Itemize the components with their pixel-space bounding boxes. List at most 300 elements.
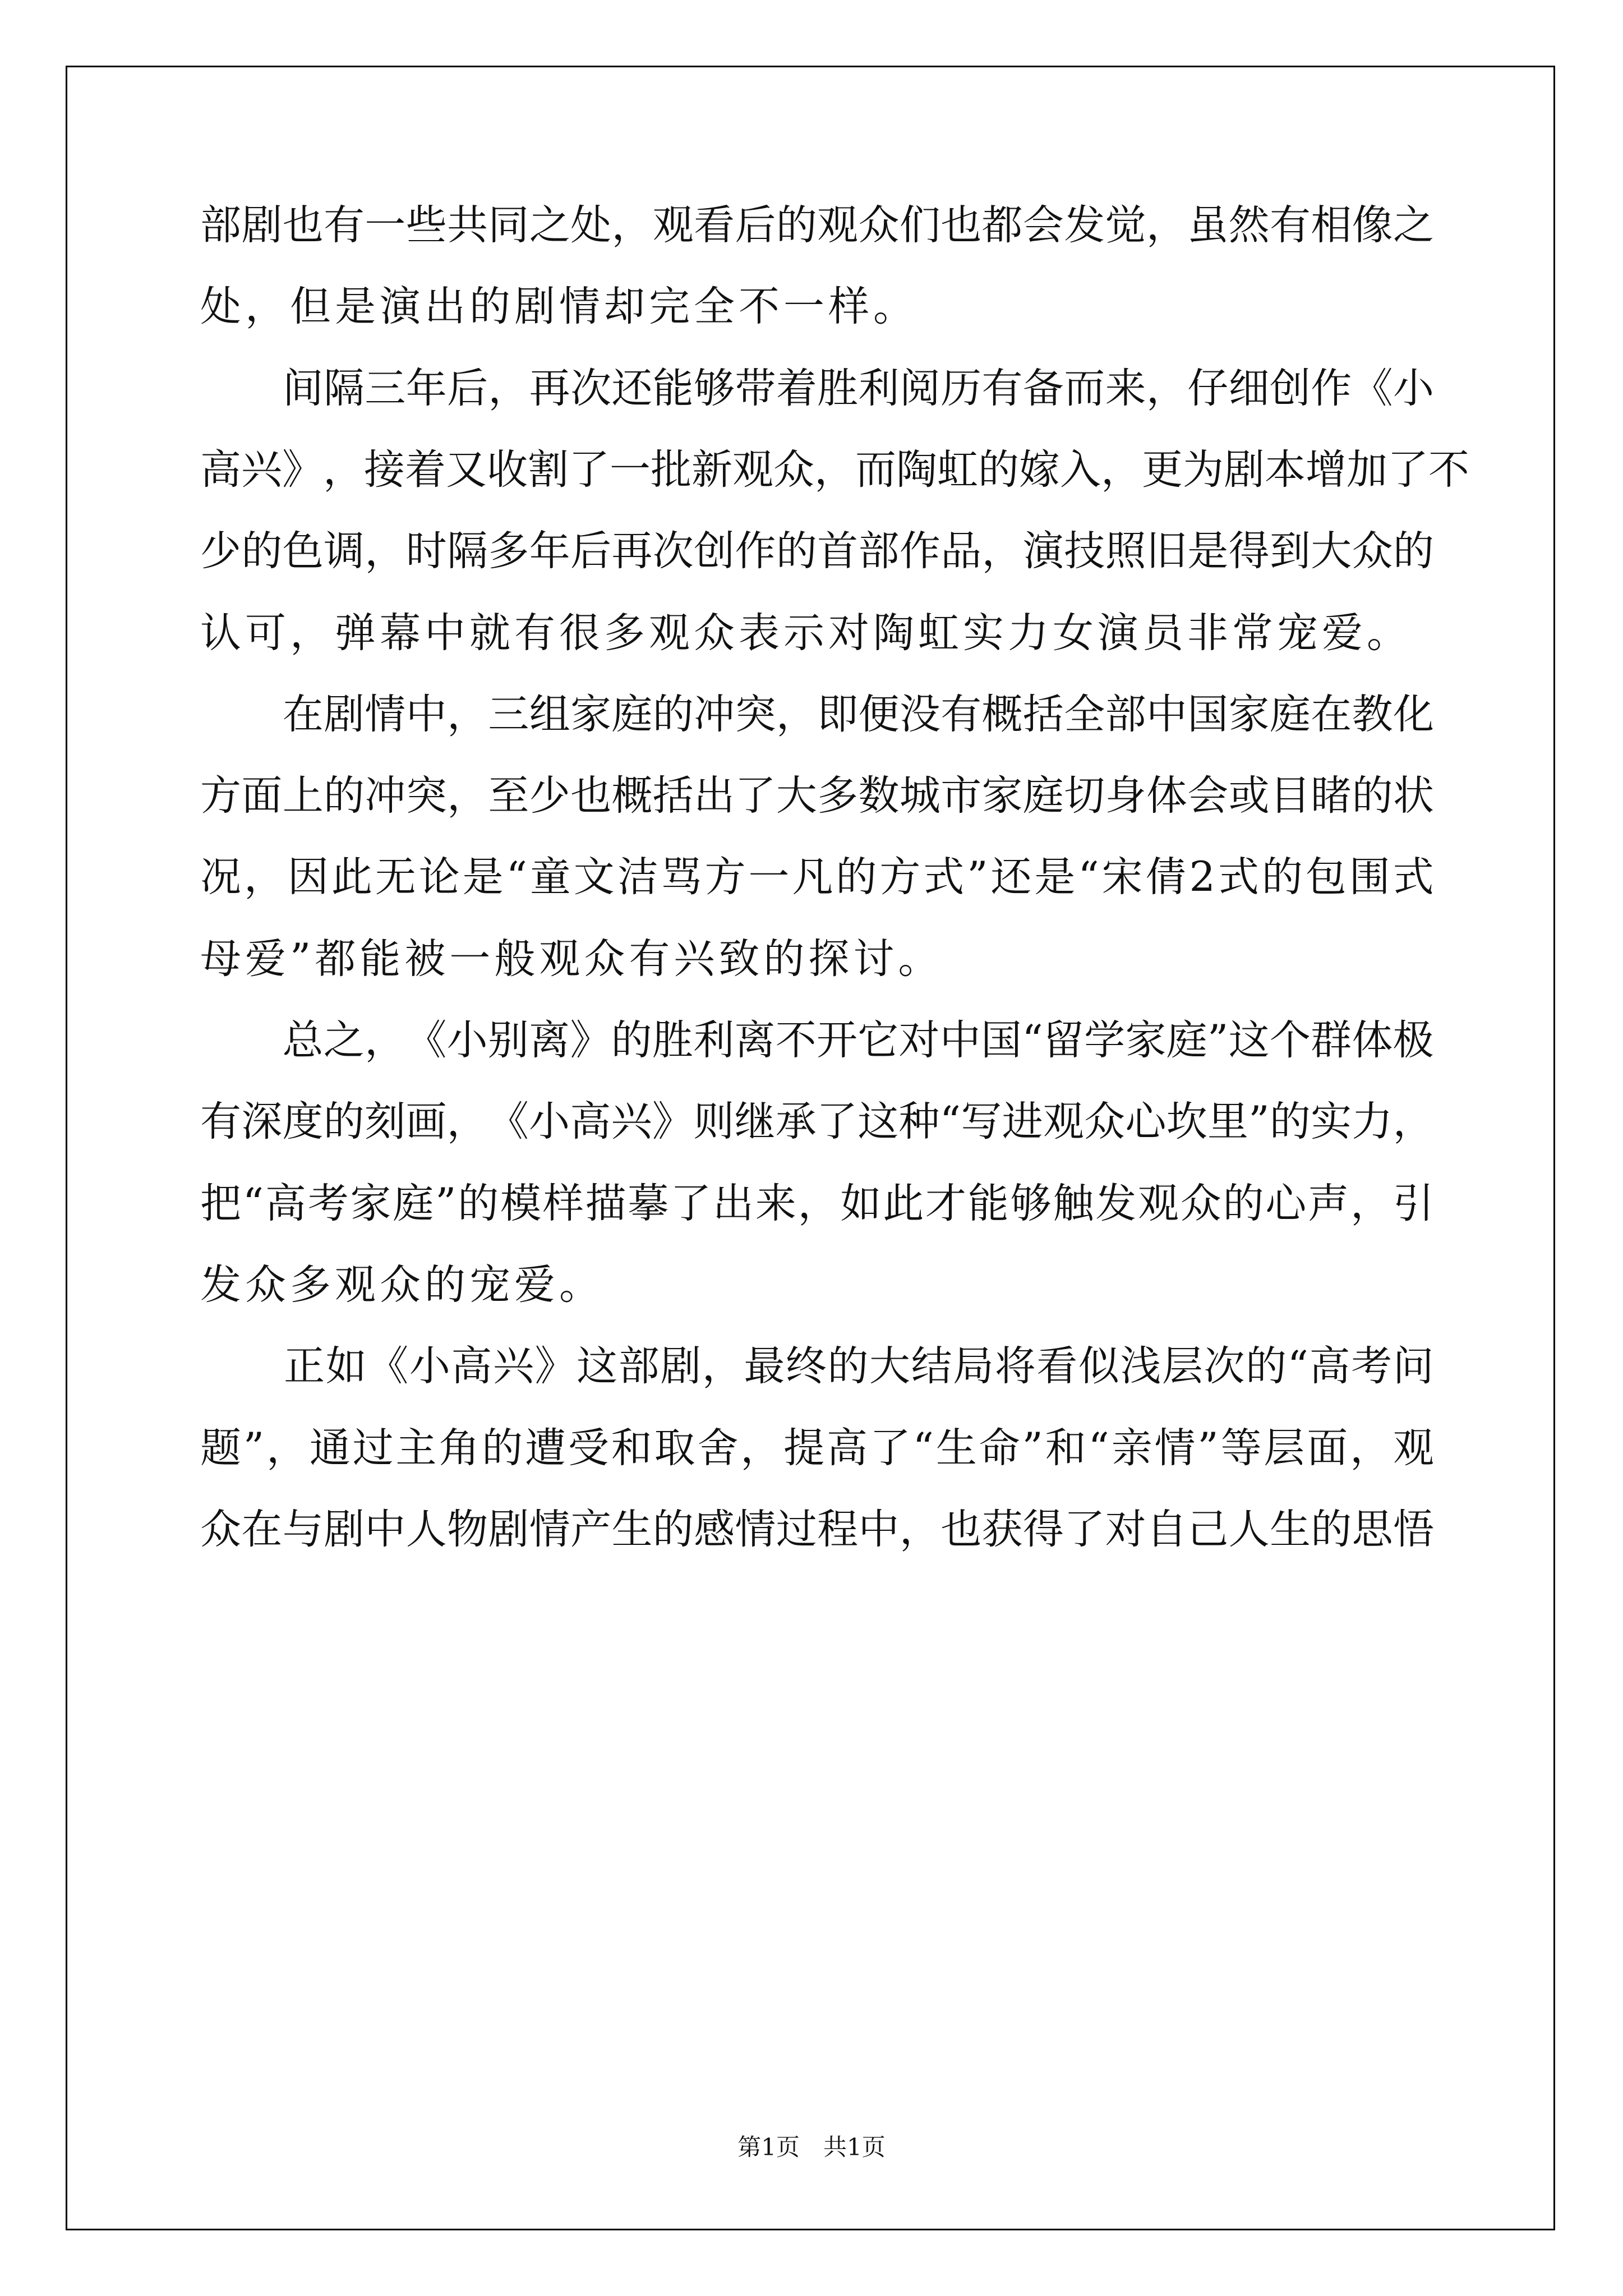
glyph: 年 [405, 364, 447, 412]
glyph: 被 [404, 935, 446, 983]
glyph: ， [814, 445, 855, 494]
glyph: ， [981, 527, 1023, 576]
glyph: 至 [488, 772, 529, 820]
glyph: 此 [883, 1179, 924, 1227]
glyph: 别 [487, 1016, 529, 1064]
glyph: 思 [1352, 1505, 1393, 1553]
glyph: 况 [200, 853, 241, 901]
glyph: 一 [748, 853, 790, 901]
glyph: ， [1146, 201, 1187, 249]
glyph: 家 [981, 772, 1023, 820]
glyph [242, 1346, 283, 1387]
glyph: 获 [981, 1505, 1023, 1553]
glyph: 遭 [525, 1424, 566, 1472]
glyph: 庭 [1022, 772, 1064, 820]
glyph: 童 [529, 853, 571, 901]
glyph: 到 [1269, 527, 1311, 576]
glyph: 实 [963, 609, 1004, 657]
glyph: 有 [514, 609, 555, 657]
glyph: 示 [783, 609, 824, 657]
glyph: 庭 [1269, 690, 1311, 738]
glyph: 国 [981, 1016, 1022, 1064]
glyph: 了 [569, 445, 610, 494]
glyph: 全 [1064, 690, 1105, 738]
glyph: 高 [451, 1342, 492, 1391]
glyph: 的 [827, 1342, 869, 1391]
glyph: 众 [584, 935, 625, 983]
glyph: 会 [1022, 201, 1064, 249]
glyph: 结 [911, 1342, 952, 1391]
glyph: 兴 [492, 1342, 534, 1391]
glyph: ， [1393, 1098, 1434, 1146]
glyph: 把 [200, 1179, 241, 1227]
glyph: 总 [282, 1016, 324, 1064]
glyph: 对 [828, 609, 869, 657]
glyph: 常 [1232, 609, 1273, 657]
glyph [200, 694, 241, 735]
glyph: 数 [858, 772, 900, 820]
glyph: 最 [744, 1342, 785, 1391]
glyph: 《 [405, 1016, 447, 1064]
glyph: 切 [1064, 772, 1105, 820]
glyph: 坎 [1166, 1098, 1207, 1146]
glyph: 而 [855, 445, 896, 494]
glyph: 的 [324, 772, 365, 820]
glyph: 情 [735, 1505, 776, 1553]
glyph: 正 [284, 1342, 325, 1391]
glyph: 都 [315, 935, 356, 983]
glyph: 够 [1010, 1179, 1052, 1227]
glyph: 部 [1105, 690, 1146, 738]
glyph: 幕 [380, 609, 421, 657]
glyph: 表 [739, 609, 780, 657]
glyph: 更 [1142, 445, 1183, 494]
glyph: 也 [940, 1505, 982, 1553]
glyph: 为 [1183, 445, 1224, 494]
glyph: 小 [529, 1098, 570, 1146]
glyph: 中 [405, 690, 447, 738]
glyph: ” [1022, 1424, 1043, 1472]
glyph: 时 [405, 527, 447, 576]
glyph: 论 [418, 853, 460, 901]
text-line-1 [200, 201, 1434, 249]
text-line-15 [200, 1342, 1434, 1391]
text-line-11 [200, 1016, 1434, 1064]
glyph: 写 [961, 1098, 1002, 1146]
glyph: 部 [618, 1342, 660, 1391]
glyph: ， [488, 364, 529, 412]
glyph: 的 [1269, 1098, 1311, 1146]
glyph: 状 [1393, 772, 1434, 820]
glyph: 冲 [365, 772, 406, 820]
glyph: 此 [331, 853, 372, 901]
glyph: 备 [1022, 364, 1064, 412]
glyph: 剧 [514, 283, 555, 331]
glyph: 是 [462, 853, 504, 901]
glyph: 又 [446, 445, 487, 494]
glyph: 心 [1265, 1179, 1307, 1227]
glyph: 会 [1187, 772, 1229, 820]
glyph: 众 [380, 1260, 421, 1309]
glyph: 一 [365, 201, 406, 249]
glyph: 终 [785, 1342, 827, 1391]
glyph: 爱 [514, 1260, 555, 1309]
glyph: 一 [783, 283, 824, 331]
glyph: ， [611, 201, 653, 249]
glyph: 像 [1352, 201, 1393, 249]
glyph: 样 [828, 283, 869, 331]
glyph: 入 [1060, 445, 1101, 494]
glyph: 全 [694, 283, 735, 331]
glyph: 便 [858, 690, 900, 738]
glyph: 即 [817, 690, 859, 738]
glyph: 离 [529, 1016, 570, 1064]
glyph: 群 [1311, 1016, 1352, 1064]
glyph: ， [266, 1424, 308, 1472]
glyph: ， [1350, 1424, 1391, 1472]
glyph: 身 [1105, 772, 1146, 820]
glyph: ” [1197, 1424, 1219, 1472]
glyph: 一 [449, 935, 491, 983]
glyph: 众 [245, 1260, 286, 1309]
glyph: 的 [1393, 527, 1434, 576]
glyph: 在 [1311, 690, 1352, 738]
glyph: 作 [1311, 364, 1352, 412]
glyph: 人 [1228, 1505, 1270, 1553]
glyph: 概 [611, 772, 653, 820]
glyph: 之 [1393, 201, 1434, 249]
text-line-16 [200, 1424, 1434, 1472]
glyph: ” [1248, 1098, 1270, 1146]
glyph: 还 [611, 364, 653, 412]
glyph: 共 [447, 201, 488, 249]
glyph: 通 [309, 1424, 351, 1472]
glyph: 这 [1228, 1016, 1270, 1064]
glyph: 没 [899, 690, 940, 738]
glyph: 就 [469, 609, 510, 657]
glyph: 》 [282, 445, 323, 494]
glyph: 隔 [447, 527, 488, 576]
glyph: 少 [529, 772, 570, 820]
glyph: “ [242, 1179, 264, 1227]
glyph: 体 [1352, 1016, 1393, 1064]
glyph: 还 [990, 853, 1032, 901]
glyph: 程 [817, 1505, 859, 1553]
glyph: 式 [1218, 853, 1259, 901]
glyph: 力 [1352, 1098, 1393, 1146]
glyph: 方 [200, 772, 241, 820]
glyph: 己 [1187, 1505, 1229, 1553]
glyph: 有 [940, 690, 982, 738]
glyph: 市 [940, 772, 982, 820]
glyph: 包 [1305, 853, 1347, 901]
glyph: 睹 [1311, 772, 1352, 820]
glyph: 大 [776, 772, 817, 820]
glyph: 加 [1347, 445, 1387, 494]
glyph: 角 [439, 1424, 480, 1472]
glyph: 极 [1393, 1016, 1434, 1064]
glyph: 得 [1228, 527, 1270, 576]
glyph: 将 [994, 1342, 1036, 1391]
glyph: 不 [739, 283, 780, 331]
glyph: 家 [570, 690, 612, 738]
glyph: 嫁 [1019, 445, 1060, 494]
glyph: 高 [1309, 1342, 1350, 1391]
glyph: ， [899, 1505, 940, 1553]
glyph: 创 [1269, 364, 1311, 412]
glyph: 演 [1022, 527, 1064, 576]
glyph: 情 [365, 690, 406, 738]
glyph: 冲 [694, 690, 735, 738]
glyph: 在 [241, 1505, 283, 1553]
glyph: 能 [359, 935, 401, 983]
text-line-8 [200, 772, 1434, 820]
glyph: 增 [1306, 445, 1347, 494]
glyph: 的 [458, 1179, 499, 1227]
glyph: 突 [405, 772, 447, 820]
glyph: 》 [652, 1098, 693, 1146]
glyph: 作 [899, 527, 940, 576]
glyph: 利 [693, 1016, 735, 1064]
glyph: 后 [447, 364, 488, 412]
glyph: 考 [307, 1179, 349, 1227]
glyph: 主 [395, 1424, 437, 1472]
glyph: 样 [542, 1179, 584, 1227]
glyph: 宋 [1101, 853, 1143, 901]
glyph: 生 [935, 1424, 977, 1472]
glyph: ” [435, 1179, 457, 1227]
glyph: 众 [1180, 1179, 1221, 1227]
glyph: 有 [981, 364, 1023, 412]
glyph: 但 [290, 283, 331, 331]
glyph: “ [939, 1098, 961, 1146]
glyph: 的 [1261, 853, 1303, 901]
glyph: 也 [282, 201, 324, 249]
glyph: 众 [858, 201, 900, 249]
text-line-12 [200, 1098, 1434, 1146]
glyph: 个 [1269, 1016, 1311, 1064]
glyph: 的 [469, 283, 510, 331]
glyph: 小 [409, 1342, 450, 1391]
glyph: 《 [367, 1342, 409, 1391]
glyph: 的 [482, 1424, 523, 1472]
glyph: 们 [899, 201, 940, 249]
glyph: 观 [649, 609, 690, 657]
glyph: 虽 [1187, 201, 1229, 249]
glyph: 而 [1064, 364, 1105, 412]
glyph: 隔 [324, 364, 365, 412]
text-line-4 [200, 445, 1469, 494]
glyph: 出 [694, 772, 735, 820]
glyph: 了 [1387, 445, 1428, 494]
glyph: ， [243, 853, 285, 901]
glyph: 众 [1352, 527, 1393, 576]
glyph: 情 [1154, 1424, 1196, 1472]
glyph: 种 [898, 1098, 940, 1146]
glyph: 的 [776, 201, 817, 249]
glyph: 有 [324, 201, 365, 249]
glyph: 2 [1189, 853, 1215, 901]
glyph: 》 [534, 1342, 576, 1391]
glyph: 的 [241, 527, 283, 576]
text-line-6 [200, 609, 1434, 657]
glyph: 间 [282, 364, 324, 412]
glyph: 后 [735, 201, 776, 249]
glyph: 认 [200, 609, 241, 657]
glyph: 众 [694, 609, 735, 657]
glyph: 和 [1045, 1424, 1086, 1472]
glyph: ， [740, 1424, 782, 1472]
glyph: ， [446, 1098, 488, 1146]
glyph: 式 [923, 853, 965, 901]
glyph: 的 [1311, 1505, 1352, 1553]
glyph: 着 [405, 445, 446, 494]
glyph: 城 [899, 772, 940, 820]
glyph: 兴 [674, 935, 715, 983]
glyph: 体 [1146, 772, 1187, 820]
glyph: 家 [350, 1179, 391, 1227]
glyph: 首 [817, 527, 859, 576]
glyph: 之 [323, 1016, 365, 1064]
glyph [241, 1020, 282, 1061]
glyph: 如 [840, 1179, 882, 1227]
glyph: 观 [732, 445, 773, 494]
glyph: 三 [365, 364, 406, 412]
glyph: 国 [1187, 690, 1229, 738]
glyph: ， [1146, 364, 1187, 412]
glyph: 然 [1228, 201, 1270, 249]
glyph: 亲 [1111, 1424, 1152, 1472]
glyph: 收 [487, 445, 528, 494]
glyph: 高 [200, 445, 241, 494]
glyph: 围 [1349, 853, 1390, 901]
glyph: 兴 [611, 1098, 652, 1146]
glyph: 离 [734, 1016, 776, 1064]
glyph: 庭 [393, 1179, 434, 1227]
glyph: 学 [1084, 1016, 1126, 1064]
glyph: 局 [953, 1342, 994, 1391]
glyph: 观 [1393, 1424, 1434, 1472]
glyph: ， [702, 1342, 743, 1391]
glyph: 得 [1022, 1505, 1064, 1553]
glyph: 看 [694, 201, 735, 249]
glyph: 众 [200, 1505, 241, 1553]
glyph: 次 [570, 364, 612, 412]
glyph: 剧 [488, 1505, 529, 1553]
glyph: 文 [573, 853, 615, 901]
glyph: 大 [1311, 527, 1352, 576]
glyph: ， [365, 527, 406, 576]
glyph: 宠 [469, 1260, 510, 1309]
glyph: 剧 [241, 201, 283, 249]
glyph: 模 [500, 1179, 542, 1227]
glyph: 作 [735, 527, 776, 576]
glyph: 画 [405, 1098, 447, 1146]
glyph: 少 [200, 527, 241, 576]
glyph: 爱 [245, 935, 286, 983]
glyph: 实 [1311, 1098, 1352, 1146]
glyph: 自 [1146, 1505, 1187, 1553]
glyph: 或 [1228, 772, 1270, 820]
glyph: 很 [559, 609, 600, 657]
glyph: 摹 [628, 1179, 669, 1227]
glyph: 部 [200, 201, 241, 249]
glyph: 心 [1125, 1098, 1166, 1146]
glyph: 陶 [896, 445, 937, 494]
glyph: 本 [1265, 445, 1306, 494]
glyph: 发 [1064, 201, 1105, 249]
glyph: 创 [694, 527, 735, 576]
glyph: 够 [694, 364, 735, 412]
glyph: 。 [1367, 609, 1408, 657]
glyph: 部 [858, 527, 900, 576]
glyph: “ [912, 1424, 934, 1472]
glyph: 剧 [324, 1505, 365, 1553]
glyph: 带 [735, 364, 776, 412]
glyph: 宠 [1277, 609, 1318, 657]
glyph: ， [323, 445, 364, 494]
glyph: 这 [577, 1342, 618, 1391]
glyph: 次 [1204, 1342, 1245, 1391]
glyph [241, 368, 282, 409]
glyph: 庭 [1166, 1016, 1207, 1064]
glyph: 似 [1078, 1342, 1119, 1391]
text-line-3 [200, 364, 1434, 412]
glyph: ， [1101, 445, 1142, 494]
glyph: 虹 [937, 445, 978, 494]
glyph: 也 [570, 772, 612, 820]
glyph: 舍 [697, 1424, 739, 1472]
glyph: 大 [869, 1342, 910, 1391]
glyph: 观 [335, 1260, 376, 1309]
glyph: 中 [365, 1505, 406, 1553]
glyph: 悟 [1393, 1505, 1434, 1553]
glyph: 留 [1043, 1016, 1084, 1064]
glyph: 的 [1246, 1342, 1287, 1391]
glyph: 一 [610, 445, 651, 494]
glyph: 技 [1064, 527, 1105, 576]
glyph: 家 [1228, 690, 1270, 738]
glyph: 庭 [611, 690, 653, 738]
glyph: 受 [568, 1424, 609, 1472]
glyph: 层 [1161, 1342, 1203, 1391]
glyph: 的 [1223, 1179, 1264, 1227]
glyph: 的 [652, 690, 694, 738]
glyph: 色 [282, 527, 324, 576]
glyph: 中 [858, 1505, 900, 1553]
glyph: 。 [873, 283, 914, 331]
glyph: 因 [287, 853, 329, 901]
text-line-5 [200, 527, 1434, 576]
glyph: ， [365, 1016, 406, 1064]
glyph: 承 [775, 1098, 817, 1146]
glyph: 历 [940, 364, 982, 412]
glyph: 》 [570, 1016, 611, 1064]
glyph: 对 [898, 1016, 940, 1064]
glyph: 物 [447, 1505, 488, 1553]
glyph: 过 [776, 1505, 817, 1553]
glyph: 多 [488, 527, 529, 576]
glyph: “ [1287, 1342, 1308, 1391]
glyph: 问 [1393, 1342, 1434, 1391]
glyph: 观 [1137, 1179, 1179, 1227]
glyph: 出 [425, 283, 465, 331]
glyph: 里 [1207, 1098, 1248, 1146]
glyph: 中 [1146, 690, 1187, 738]
glyph: 情 [529, 1505, 570, 1553]
glyph: 剧 [660, 1342, 702, 1391]
glyph: 小 [446, 1016, 488, 1064]
